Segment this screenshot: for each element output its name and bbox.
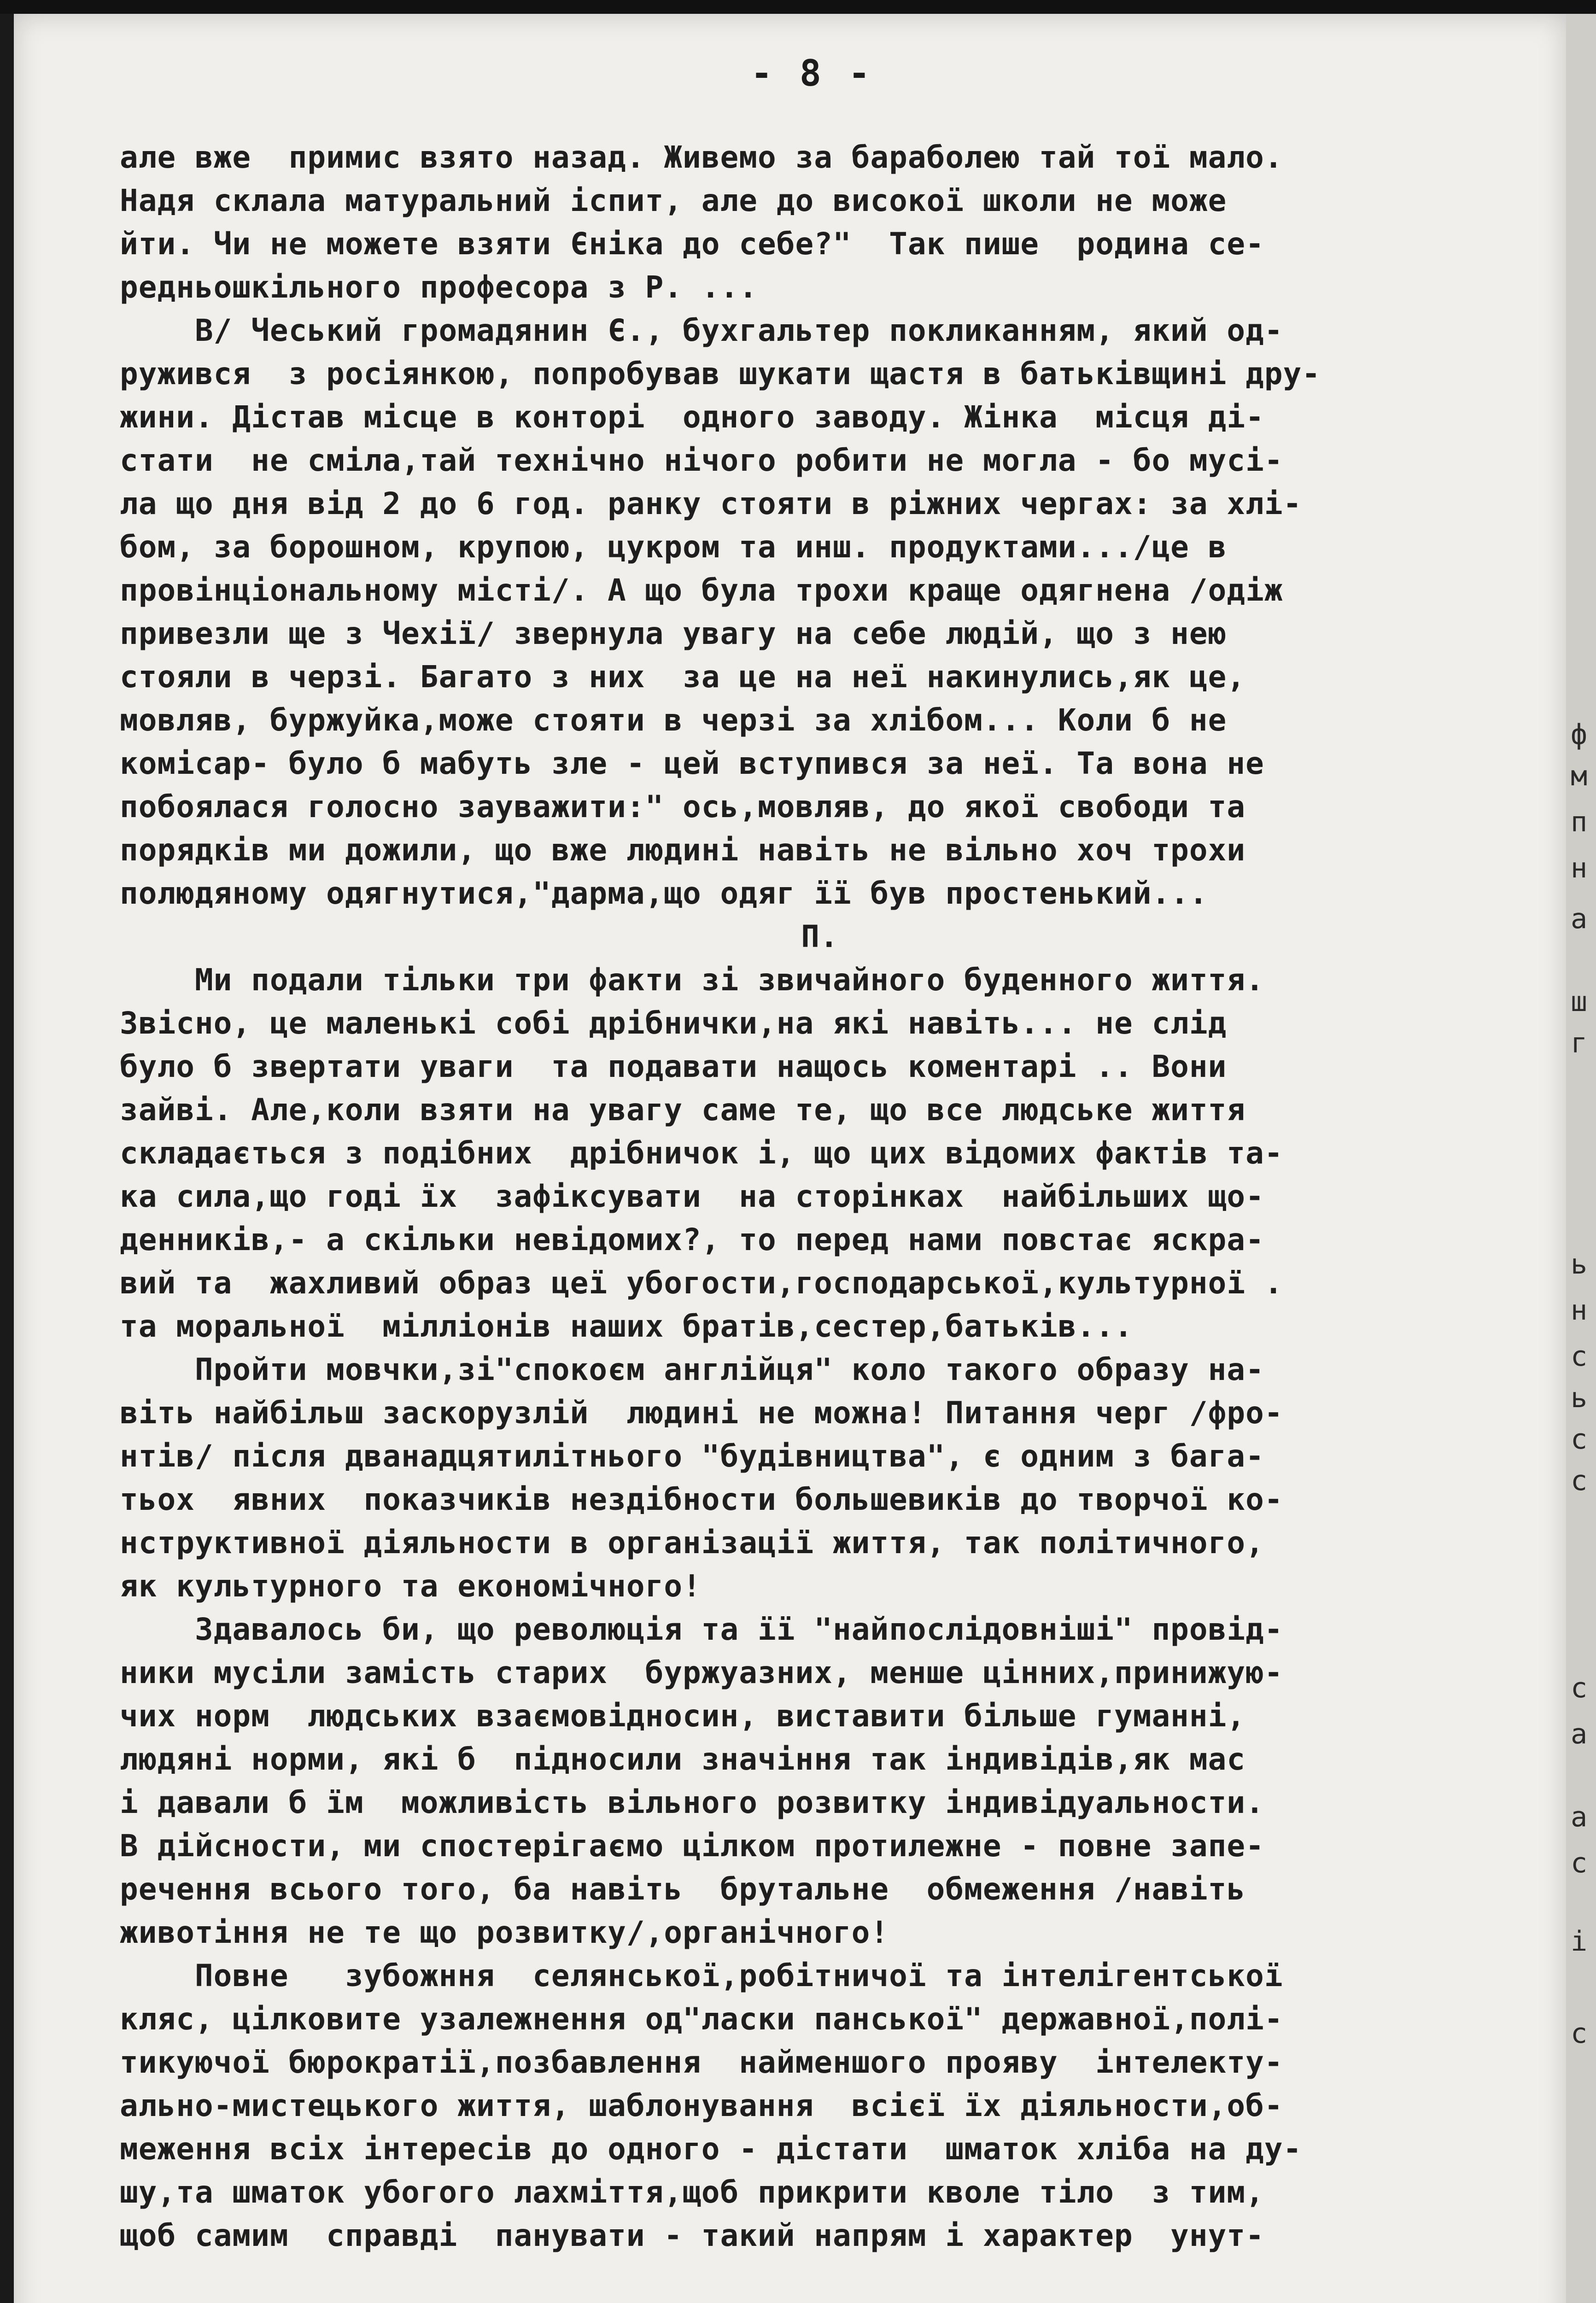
text-line: привезли ще з Чехії/ звернула увагу на себе людій, що з нею — [120, 616, 1227, 651]
text-line: ка сила,що годі їх зафіксувати на сторінках найбільших що- — [120, 1179, 1264, 1214]
text-line: йти. Чи не можете взяти Єніка до себе?" Так пише родина се- — [120, 226, 1264, 262]
text-line: чих норм людських взаємовідносин, виставити більше гуманні, — [120, 1698, 1246, 1734]
edge-glyph: а — [1571, 1718, 1588, 1750]
text-line: побоялася голосно зауважити:" ось,мовляв, до якої свободи та — [120, 789, 1246, 824]
edge-glyph: ь — [1571, 1382, 1588, 1414]
edge-glyph: ф — [1571, 719, 1588, 751]
edge-glyph: с — [1571, 1465, 1588, 1497]
edge-glyph: ш — [1571, 986, 1588, 1018]
text-line: було б звертати уваги та подавати нащось коментарі .. Вони — [120, 1049, 1227, 1084]
text-line: тикуючої бюрократії,позбавлення найменшого прояву інтелекту- — [120, 2045, 1283, 2080]
edge-glyph: п — [1571, 806, 1588, 838]
text-line: жини. Дістав місце в конторі одного заводу. Жінка місця ді- — [120, 399, 1264, 435]
edge-glyph: н — [1571, 1294, 1588, 1327]
text-line: зайві. Але,коли взяти на увагу саме те, що все людське життя — [120, 1092, 1246, 1128]
text-line: ники мусіли замість старих буржуазних, менше цінних,принижую- — [120, 1655, 1283, 1690]
edge-glyph: а — [1571, 903, 1588, 935]
text-line: і давали б їм можливість вільного розвитку індивідуальности. — [120, 1785, 1264, 1820]
text-line: нструктивної діяльности в організації життя, так політичного, — [120, 1525, 1264, 1561]
text-line: денників,- а скільки невідомих?, то перед нами повстає яскра- — [120, 1222, 1264, 1257]
edge-glyph: а — [1571, 1801, 1588, 1833]
edge-glyph: ь — [1571, 1248, 1588, 1280]
text-line: але вже примис взято назад. Живемо за бараболею тай тої мало. — [120, 140, 1283, 175]
text-line: порядків ми дожили, що вже людині навіть не вільно хоч трохи — [120, 832, 1246, 868]
text-line: провінціональному місті/. А що була трохи краще одягнена /одіж — [120, 573, 1283, 608]
scan-top-border — [0, 0, 1596, 14]
text-line: меження всіх інтересів до одного - дістати шматок хліба на ду- — [120, 2131, 1302, 2167]
text-line: Звісно, це маленькі собі дрібнички,на які навіть... не слід — [120, 1005, 1227, 1041]
text-line: віть найбільш заскорузлій людині не можна! Питання черг /фро- — [120, 1395, 1283, 1431]
text-line: стояли в черзі. Багато з них за це на неї накинулись,як це, — [120, 659, 1246, 695]
text-line: нтів/ після дванадцятилітнього "будівництва", є одним з бага- — [120, 1438, 1264, 1474]
adjacent-page-edge — [1566, 14, 1596, 2303]
text-line: Здавалось би, що революція та її "найпослідовніші" провід- — [120, 1612, 1283, 1647]
text-line: полюдяному одягнутися,"дарма,що одяг її був простенький... — [120, 876, 1208, 911]
body-text — [120, 136, 1520, 2257]
edge-glyph: м — [1571, 760, 1588, 792]
text-line: ла що дня від 2 до 6 год. ранку стояти в ріжних чергах: за хлі- — [120, 486, 1302, 521]
text-line: вий та жахливий образ цеї убогости,господарської,культурної . — [120, 1265, 1283, 1301]
text-line: редньошкільного професора з Р. ... — [120, 269, 758, 305]
edge-glyph: с — [1571, 1340, 1588, 1373]
text-line: щоб самим справді панувати - такий напрям і характер унут- — [120, 2218, 1264, 2253]
text-line: тьох явних показчиків нездібности большевиків до творчої ко- — [120, 1482, 1283, 1517]
document-page — [14, 14, 1566, 2303]
edge-glyph: с — [1571, 2017, 1588, 2050]
page-number: - 8 - — [751, 53, 873, 94]
text-line: Пройти мовчки,зі"спокоєм англійця" коло такого образу на- — [120, 1352, 1264, 1387]
text-line: речення всього того, ба навіть брутальне обмеження /навіть — [120, 1871, 1246, 1907]
text-line: шу,та шматок убогого лахміття,щоб прикрити кволе тіло з тим, — [120, 2174, 1264, 2210]
edge-glyph: с — [1571, 1672, 1588, 1704]
text-line: ружився з росіянкою, попробував шукати щастя в батьківщині дру- — [120, 356, 1321, 392]
text-line: кляс, цілковите узалежнення од"ласки панської" державної,полі- — [120, 2001, 1283, 2037]
edge-glyph: с — [1571, 1847, 1588, 1879]
text-line: та моральної мілліонів наших братів,сестер,батьків... — [120, 1309, 1133, 1344]
text-line: мовляв, буржуйка,може стояти в черзі за хлібом... Коли б не — [120, 702, 1227, 738]
edge-glyph: с — [1571, 1423, 1588, 1455]
edge-glyph: і — [1571, 1925, 1588, 1958]
section-heading: П. — [801, 919, 839, 954]
text-line: бом, за борошном, крупою, цукром та инш. продуктами.../це в — [120, 529, 1227, 565]
text-line: стати не сміла,тай технічно нічого робити не могла - бо мусі- — [120, 443, 1283, 478]
text-line: як культурного та економічного! — [120, 1568, 702, 1604]
text-line: Надя склала матуральний іспит, але до високої школи не може — [120, 183, 1227, 218]
text-line: животіння не те що розвитку/,органічного! — [120, 1915, 889, 1950]
text-line: В дійсности, ми спостерігаємо цілком протилежне - повне запе- — [120, 1828, 1264, 1864]
text-line: комісар- було б мабуть зле - цей вступився за неї. Та вона не — [120, 746, 1264, 781]
edge-glyph: г — [1571, 1027, 1588, 1059]
edge-glyph: н — [1571, 852, 1588, 884]
text-line: складається з подібних дрібничок і, що цих відомих фактів та- — [120, 1135, 1283, 1171]
text-line: Повне зубожння селянської,робітничої та інтелігентської — [120, 1958, 1283, 1993]
text-line: В/ Чеський громадянин Є., бухгальтер покликанням, який од- — [120, 313, 1283, 348]
text-line: людяні норми, які б підносили значіння так індивідів,як мас — [120, 1742, 1246, 1777]
text-line: Ми подали тільки три факти зі звичайного буденного життя. — [120, 962, 1264, 998]
text-line: ально-мистецького життя, шаблонування всієї їх діяльности,об- — [120, 2088, 1283, 2123]
